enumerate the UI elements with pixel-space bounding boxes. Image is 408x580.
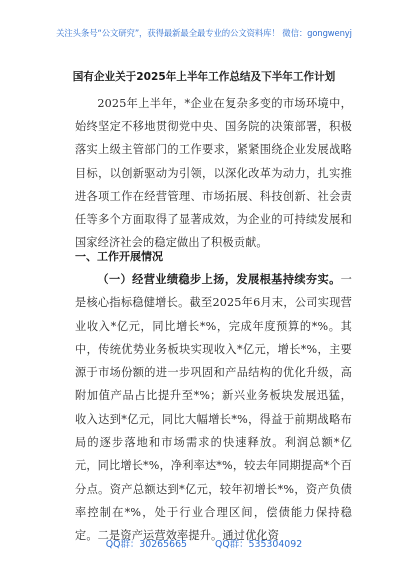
footer-qq-group-2: QQ群：535304092	[215, 539, 303, 550]
sub-heading: （一）经营业绩稳步上扬，发展根基持续夯实。	[97, 273, 341, 286]
section-heading: 一、工作开展情况	[75, 250, 163, 263]
sub-heading-text: 一是核心指标稳健增长。截至2025年6月末，公司实现营业收入*亿元，同比增长*%，完成年度预算的*%。其中，传统优势业务板块实现收入*亿元，增长*%，主要源于市场份额的进一步巩固和产品结构的优化升级，高附加值产品占比提升至*%；新兴业务板块发展迅猛，收入达到*亿元，同比大幅增长*%，得益于前期战略布局的逐步落地和市场需求的快速释放。利润总额*亿元，同比增长*%，净利率达*%，较去年同期提高*个百分点。资产总额达到*亿元，较年初增长*%，资产负债率控制在*%，处于行业合理区间，偿债能力保持稳定。二是资产运营效率提升。通过优化资	[75, 273, 352, 543]
section-paragraph	[75, 268, 352, 548]
intro-paragraph-block	[75, 92, 352, 254]
top-banner: 关注头条号“公文研究”，获得最新最全最专业的公文资料库！ 微信：gongwenyj	[56, 28, 352, 38]
section-body-block	[75, 268, 352, 548]
footer-qq-group-1: QQ群：30265665	[105, 539, 188, 550]
footer	[0, 536, 408, 550]
intro-paragraph: 2025年上半年，*企业在复杂多变的市场环境中，始终坚定不移地贯彻党中央、国务院的决策部署，积极落实上级主管部门的工作要求，紧紧围绕企业发展战略目标，以创新驱动为引领，以深化改革为动力，扎实推进各项工作在经营管理、市场拓展、科技创新、社会责任等多个方面取得了显著成效，为企业的可持续发展和国家经济社会的稳定做出了积极贡献。	[75, 97, 352, 250]
document-title: 国有企业关于2025年上半年工作总结及下半年工作计划	[72, 71, 336, 83]
